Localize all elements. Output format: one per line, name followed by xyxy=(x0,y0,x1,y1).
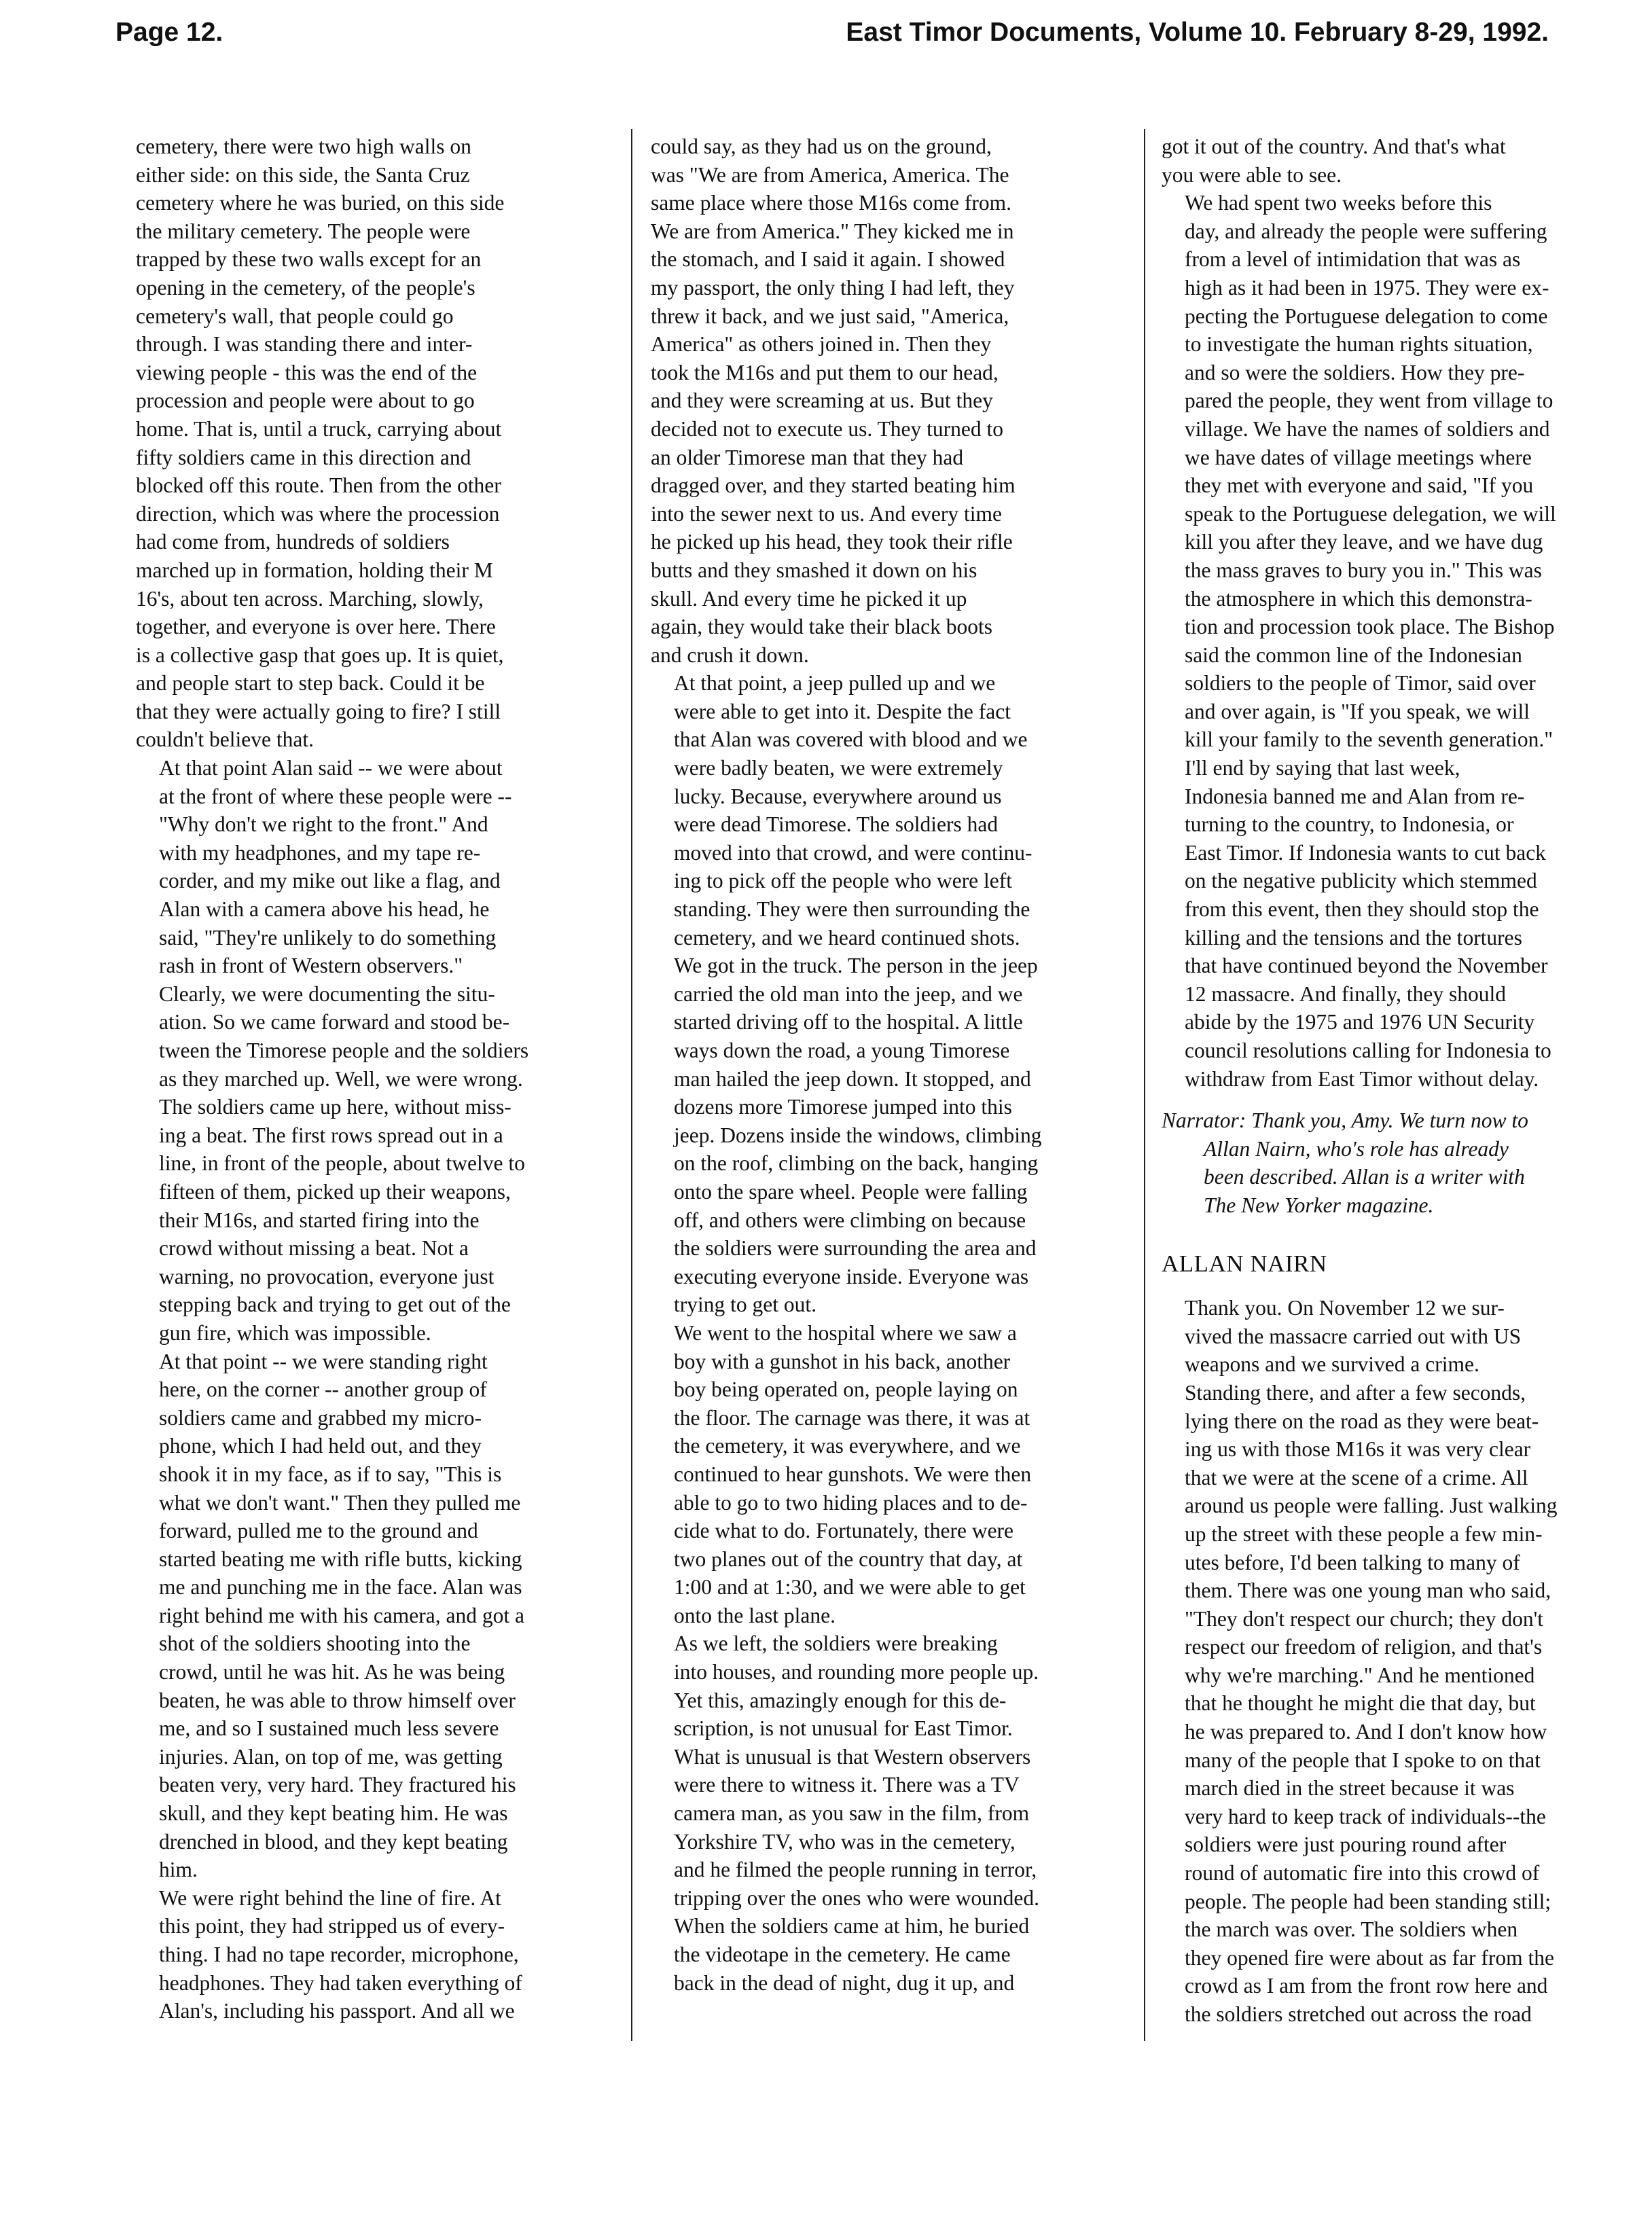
text-line: got it out of the country. And that's what xyxy=(1162,134,1506,158)
text-line: abide by the 1975 and 1976 UN Security xyxy=(1185,1010,1535,1034)
text-line: soldiers to the people of Timor, said over xyxy=(1185,671,1536,696)
text-line: lying there on the road as they were beat- xyxy=(1185,1409,1539,1433)
text-line: We got in the truck. The person in the jeep xyxy=(674,954,1038,978)
paragraph xyxy=(1162,189,1651,754)
page-header xyxy=(115,18,1549,58)
text-line: from a level of intimidation that was as xyxy=(1185,247,1521,272)
text-line: At that point, a jeep pulled up and we xyxy=(674,671,996,696)
text-line: the videotape in the cemetery. He came xyxy=(674,1943,1011,1966)
text-line: procession and people were about to go xyxy=(136,389,475,413)
text-line: Thank you. On November 12 we sur- xyxy=(1185,1296,1505,1320)
text-line: that we were at the scene of a crime. All xyxy=(1185,1465,1528,1489)
text-line: as they marched up. Well, we were wrong. xyxy=(159,1066,523,1091)
text-line: marched up in formation, holding their M xyxy=(136,558,493,582)
text-line: 12 massacre. And finally, they should xyxy=(1185,981,1506,1006)
text-line: right behind me with his camera, and got a xyxy=(159,1603,524,1627)
text-line: ing us with those M16s it was very clear xyxy=(1185,1437,1531,1462)
text-line: dragged over, and they started beating him xyxy=(651,473,1016,498)
text-line: through. I was standing there and inter- xyxy=(136,332,473,357)
text-line: onto the last plane. xyxy=(674,1603,836,1627)
text-line: had come from, hundreds of soldiers xyxy=(136,530,450,554)
text-line: We had spent two weeks before this xyxy=(1185,191,1492,215)
text-line: decided not to execute us. They turned to xyxy=(651,416,1004,441)
text-line: started beating me with rifle butts, kicking xyxy=(159,1547,522,1571)
text-line: round of automatic fire into this crowd of xyxy=(1185,1861,1540,1885)
text-line: the atmosphere in which this demonstra- xyxy=(1185,586,1532,611)
text-line: boy being operated on, people laying on xyxy=(674,1377,1018,1402)
text-line: withdraw from East Timor without delay. xyxy=(1185,1066,1539,1091)
text-line: home. That is, until a truck, carrying about xyxy=(136,416,502,441)
paragraph xyxy=(1162,1294,1651,2028)
text-line: butts and they smashed it down on his xyxy=(651,558,977,582)
column-divider xyxy=(1144,129,1145,2041)
text-line: me and punching me in the face. Alan was xyxy=(159,1575,522,1600)
text-line: shook it in my face, as if to say, "This is xyxy=(159,1462,502,1486)
text-line: back in the dead of night, dug it up, and xyxy=(674,1970,1015,1995)
text-line: two planes out of the country that day, at xyxy=(674,1547,1023,1571)
text-line: were able to get into it. Despite the fact xyxy=(674,699,1011,723)
text-line: carried the old man into the jeep, and we xyxy=(674,981,1023,1006)
text-line: cemetery, and we heard continued shots. xyxy=(674,925,1020,950)
text-line: At that point Alan said -- we were about xyxy=(159,756,503,780)
text-line: up the street with these people a few min- xyxy=(1185,1521,1543,1546)
text-line: together, and everyone is over here. There xyxy=(136,615,496,639)
paragraph xyxy=(136,1884,611,2025)
text-line: people. The people had been standing still; xyxy=(1185,1889,1551,1913)
text-line: At that point -- we were standing right xyxy=(159,1349,488,1373)
text-line: The soldiers came up here, without miss- xyxy=(159,1095,511,1119)
text-line: cemetery where he was buried, on this side xyxy=(136,191,505,215)
text-line: and he filmed the people running in terror, xyxy=(674,1858,1037,1882)
text-line: high as it had been in 1975. They were ex- xyxy=(1185,275,1549,300)
text-line: What is unusual is that Western observers xyxy=(674,1744,1031,1769)
text-line: soldiers came and grabbed my micro- xyxy=(159,1405,482,1430)
text-line: lucky. Because, everywhere around us xyxy=(674,784,1002,808)
text-line: the soldiers were surrounding the area and xyxy=(674,1236,1037,1261)
text-line: Indonesia banned me and Alan from re- xyxy=(1185,784,1525,808)
text-line: the march was over. The soldiers when xyxy=(1185,1917,1518,1942)
narrator-note xyxy=(1162,1106,1651,1219)
text-column-2 xyxy=(651,132,1128,1997)
text-line: gun fire, which was impossible. xyxy=(159,1320,431,1345)
paragraph xyxy=(1162,132,1651,189)
text-line: was "We are from America, America. The xyxy=(651,162,1009,187)
text-line: threw it back, and we just said, "America, xyxy=(651,304,1009,328)
text-line: again, they would take their black boots xyxy=(651,615,992,639)
text-line: continued to hear gunshots. We were then xyxy=(674,1462,1032,1486)
text-line: couldn't believe that. xyxy=(136,727,314,752)
text-line: utes before, I'd been talking to many of xyxy=(1185,1550,1520,1574)
text-line: Narrator: Thank you, Amy. We turn now to xyxy=(1162,1108,1528,1133)
text-line: ing a beat. The first rows spread out in a xyxy=(159,1123,503,1147)
text-line: I'll end by saying that last week, xyxy=(1185,756,1460,780)
text-line: pared the people, they went from village to xyxy=(1185,389,1554,413)
text-line: skull. And every time he picked it up xyxy=(651,586,967,611)
text-line: turning to the country, to Indonesia, or xyxy=(1185,812,1514,837)
text-line: forward, pulled me to the ground and xyxy=(159,1519,478,1543)
paragraph xyxy=(136,1348,611,1884)
text-line: "Why don't we right to the front." And xyxy=(159,812,488,837)
text-line: respect our freedom of religion, and that's xyxy=(1185,1635,1543,1659)
text-column-3 xyxy=(1162,132,1651,2029)
text-line: We are from America." They kicked me in xyxy=(651,219,1014,243)
text-line: tween the Timorese people and the soldiers xyxy=(159,1039,529,1062)
text-line: ation. So we came forward and stood be- xyxy=(159,1010,510,1034)
text-line: took the M16s and put them to our head, xyxy=(651,360,999,384)
text-line: beaten, he was able to throw himself over xyxy=(159,1688,516,1712)
text-line: speak to the Portuguese delegation, we will xyxy=(1185,501,1556,526)
text-line: the cemetery, it was everywhere, and we xyxy=(674,1434,1021,1458)
text-line: kill your family to the seventh generation." xyxy=(1185,727,1554,752)
text-line: Standing there, and after a few seconds, xyxy=(1185,1380,1526,1405)
text-line: "They don't respect our church; they don't xyxy=(1185,1606,1544,1631)
text-line: cemetery's wall, that people could go xyxy=(136,304,454,328)
text-line: 16's, about ten across. Marching, slowly, xyxy=(136,586,484,611)
text-line: We went to the hospital where we saw a xyxy=(674,1320,1017,1345)
paragraph xyxy=(136,132,611,754)
text-line: cemetery, there were two high walls on xyxy=(136,134,471,158)
text-line: the stomach, and I said it again. I showed xyxy=(651,247,1005,272)
text-line: ways down the road, a young Timorese xyxy=(674,1039,1010,1062)
text-line: at the front of where these people were -- xyxy=(159,784,512,808)
text-line: been described. Allan is a writer with xyxy=(1204,1165,1525,1189)
text-line: The New Yorker magazine. xyxy=(1204,1193,1434,1217)
text-line: blocked off this route. Then from the other xyxy=(136,473,501,498)
text-line: fifteen of them, picked up their weapons, xyxy=(159,1179,511,1204)
text-line: soldiers were just pouring round after xyxy=(1185,1832,1507,1857)
text-line: Allan Nairn, who's role has already xyxy=(1204,1136,1509,1161)
text-line: my passport, the only thing I had left, they xyxy=(651,275,1015,300)
text-line: camera man, as you saw in the film, from xyxy=(674,1801,1030,1826)
text-line: is a collective gasp that goes up. It is quiet, xyxy=(136,643,504,667)
text-line: they met with everyone and said, "If you xyxy=(1185,473,1534,498)
text-line: we have dates of village meetings where xyxy=(1185,445,1532,469)
text-line: direction, which was where the procession xyxy=(136,501,500,526)
text-line: many of the people that I spoke to on that xyxy=(1185,1748,1541,1772)
text-line: that he thought he might die that day, but xyxy=(1185,1691,1536,1716)
text-line: around us people were falling. Just walking xyxy=(1185,1494,1558,1518)
text-line: We were right behind the line of fire. At xyxy=(159,1885,501,1910)
text-line: and people start to step back. Could it be xyxy=(136,671,485,696)
text-line: rash in front of Western observers." xyxy=(159,954,463,978)
text-line: into the sewer next to us. And every time xyxy=(651,501,1003,526)
text-line: As we left, the soldiers were breaking xyxy=(674,1631,998,1656)
text-line: corder, and my mike out like a flag, and xyxy=(159,869,501,893)
text-line: tripping over the ones who were wounded. xyxy=(674,1885,1039,1910)
paragraph xyxy=(651,1629,1128,1997)
text-line: council resolutions calling for Indonesia to xyxy=(1185,1039,1551,1062)
text-line: Alan with a camera above his head, he xyxy=(159,897,490,922)
text-line: vived the massacre carried out with US xyxy=(1185,1324,1522,1348)
text-line: to investigate the human rights situation, xyxy=(1185,332,1533,357)
text-line: standing. They were then surrounding the xyxy=(674,897,1030,922)
column-divider xyxy=(631,129,632,2041)
text-line: me, and so I sustained much less severe xyxy=(159,1716,499,1741)
text-line: what we don't want." Then they pulled me xyxy=(159,1490,521,1515)
text-line: Yorkshire TV, who was in the cemetery, xyxy=(674,1829,1016,1854)
text-line: executing everyone inside. Everyone was xyxy=(674,1264,1029,1288)
text-line: stepping back and trying to get out of the xyxy=(159,1293,511,1317)
text-line: were there to witness it. There was a TV xyxy=(674,1773,1020,1797)
text-line: warning, no provocation, everyone just xyxy=(159,1264,495,1288)
text-line: Yet this, amazingly enough for this de- xyxy=(674,1688,1007,1712)
text-line: their M16s, and started firing into the xyxy=(159,1208,480,1232)
publication-title: East Timor Documents, Volume 10. February 8-29, 1992. xyxy=(846,18,1549,47)
paragraph xyxy=(651,1319,1128,1630)
text-line: with my headphones, and my tape re- xyxy=(159,840,481,865)
text-line: said the common line of the Indonesian xyxy=(1185,643,1522,667)
text-line: off, and others were climbing on because xyxy=(674,1208,1026,1232)
text-line: fifty soldiers came in this direction and xyxy=(136,445,471,469)
text-line: scription, is not unusual for East Timor. xyxy=(674,1716,1013,1741)
text-line: were badly beaten, we were extremely xyxy=(674,756,1003,780)
text-line: on the negative publicity which stemmed xyxy=(1185,869,1537,893)
text-line: they opened fire were about as far from the xyxy=(1185,1945,1555,1970)
text-line: them. There was one young man who said, xyxy=(1185,1578,1551,1603)
text-line: the military cemetery. The people were xyxy=(136,219,471,243)
paragraph xyxy=(651,669,1128,1319)
text-line: kill you after they leave, and we have dug xyxy=(1185,530,1543,554)
text-line: an older Timorese man that they had xyxy=(651,445,964,469)
text-line: here, on the corner -- another group of xyxy=(159,1377,487,1402)
text-line: crowd, until he was hit. As he was being xyxy=(159,1660,505,1684)
text-line: Alan's, including his passport. And all we xyxy=(159,1999,515,2023)
text-line: started driving off to the hospital. A little xyxy=(674,1010,1023,1034)
text-line: he picked up his head, they took their rifle xyxy=(651,530,1013,554)
text-line: him. xyxy=(159,1858,198,1882)
text-line: trying to get out. xyxy=(674,1293,816,1317)
section-heading: ALLAN NAIRN xyxy=(1162,1250,1327,1277)
text-line: that Alan was covered with blood and we xyxy=(674,727,1028,752)
text-line: skull, and they kept beating him. He was xyxy=(159,1801,508,1826)
text-column-1 xyxy=(136,132,611,2025)
text-line: East Timor. If Indonesia wants to cut back xyxy=(1185,840,1546,865)
text-line: moved into that crowd, and were continu- xyxy=(674,840,1032,865)
text-line: headphones. They had taken everything of xyxy=(159,1970,522,1995)
text-line: jeep. Dozens inside the windows, climbing xyxy=(674,1123,1042,1147)
text-line: that have continued beyond the November xyxy=(1185,954,1548,978)
paragraph xyxy=(1162,754,1651,1093)
text-line: said, "They're unlikely to do something xyxy=(159,925,497,950)
text-line: When the soldiers came at him, he buried xyxy=(674,1914,1030,1938)
text-line: line, in front of the people, about twelve to xyxy=(159,1151,525,1176)
text-line: onto the spare wheel. People were falling xyxy=(674,1179,1028,1204)
text-line: very hard to keep track of individuals--the xyxy=(1185,1804,1546,1828)
text-line: viewing people - this was the end of the xyxy=(136,360,478,384)
text-line: and they were screaming at us. But they xyxy=(651,389,993,413)
text-line: and crush it down. xyxy=(651,643,809,667)
text-line: man hailed the jeep down. It stopped, and xyxy=(674,1066,1031,1091)
text-line: this point, they had stripped us of every- xyxy=(159,1914,505,1938)
text-line: dozens more Timorese jumped into this xyxy=(674,1095,1012,1119)
text-line: killing and the tensions and the tortures xyxy=(1185,925,1522,950)
text-line: ing to pick off the people who were left xyxy=(674,869,1013,893)
text-line: village. We have the names of soldiers and xyxy=(1185,416,1550,441)
text-line: either side: on this side, the Santa Cruz xyxy=(136,162,470,187)
text-line: opening in the cemetery, of the people's xyxy=(136,275,475,300)
text-line: weapons and we survived a crime. xyxy=(1185,1352,1479,1377)
text-line: the mass graves to bury you in." This was xyxy=(1185,558,1542,582)
text-line: same place where those M16s come from. xyxy=(651,191,1011,215)
text-line: beaten very, very hard. They fractured his xyxy=(159,1773,516,1797)
text-line: the floor. The carnage was there, it was at xyxy=(674,1405,1030,1430)
paragraph xyxy=(136,754,611,1347)
text-line: trapped by these two walls except for an xyxy=(136,247,482,272)
page-number: Page 12. xyxy=(115,18,223,47)
text-line: injuries. Alan, on top of me, was getting xyxy=(159,1744,503,1769)
text-line: Clearly, we were documenting the situ- xyxy=(159,981,495,1006)
text-line: crowd as I am from the front row here and xyxy=(1185,1974,1548,1998)
text-line: march died in the street because it was xyxy=(1185,1776,1515,1801)
text-line: that they were actually going to fire? I still xyxy=(136,699,501,723)
text-line: on the roof, climbing on the back, hanging xyxy=(674,1151,1039,1176)
text-line: the soldiers stretched out across the road xyxy=(1185,2002,1532,2026)
text-line: you were able to see. xyxy=(1162,162,1342,187)
text-line: into houses, and rounding more people up. xyxy=(674,1660,1039,1684)
text-line: day, and already the people were suffering xyxy=(1185,219,1547,243)
text-line: phone, which I had held out, and they xyxy=(159,1434,482,1458)
text-line: boy with a gunshot in his back, another xyxy=(674,1349,1011,1373)
text-line: and over again, is "If you speak, we will xyxy=(1185,699,1530,723)
text-line: thing. I had no tape recorder, microphone, xyxy=(159,1943,519,1966)
text-line: 1:00 and at 1:30, and we were able to get xyxy=(674,1575,1026,1600)
text-line: able to go to two hiding places and to de- xyxy=(674,1490,1028,1515)
text-line: cide what to do. Fortunately, there were xyxy=(674,1519,1014,1543)
text-line: why we're marching." And he mentioned xyxy=(1185,1663,1535,1687)
text-line: tion and procession took place. The Bishop xyxy=(1185,615,1555,639)
text-line: shot of the soldiers shooting into the xyxy=(159,1631,471,1656)
text-line: and so were the soldiers. How they pre- xyxy=(1185,360,1525,384)
text-line: could say, as they had us on the ground, xyxy=(651,134,992,158)
text-line: from this event, then they should stop the xyxy=(1185,897,1539,922)
text-line: drenched in blood, and they kept beating xyxy=(159,1829,508,1854)
text-line: pecting the Portuguese delegation to come xyxy=(1185,304,1548,328)
paragraph xyxy=(651,132,1128,669)
text-line: he was prepared to. And I don't know how xyxy=(1185,1720,1547,1744)
text-line: were dead Timorese. The soldiers had xyxy=(674,812,999,837)
text-line: crowd without missing a beat. Not a xyxy=(159,1236,469,1261)
text-line: America" as others joined in. Then they xyxy=(651,332,992,357)
